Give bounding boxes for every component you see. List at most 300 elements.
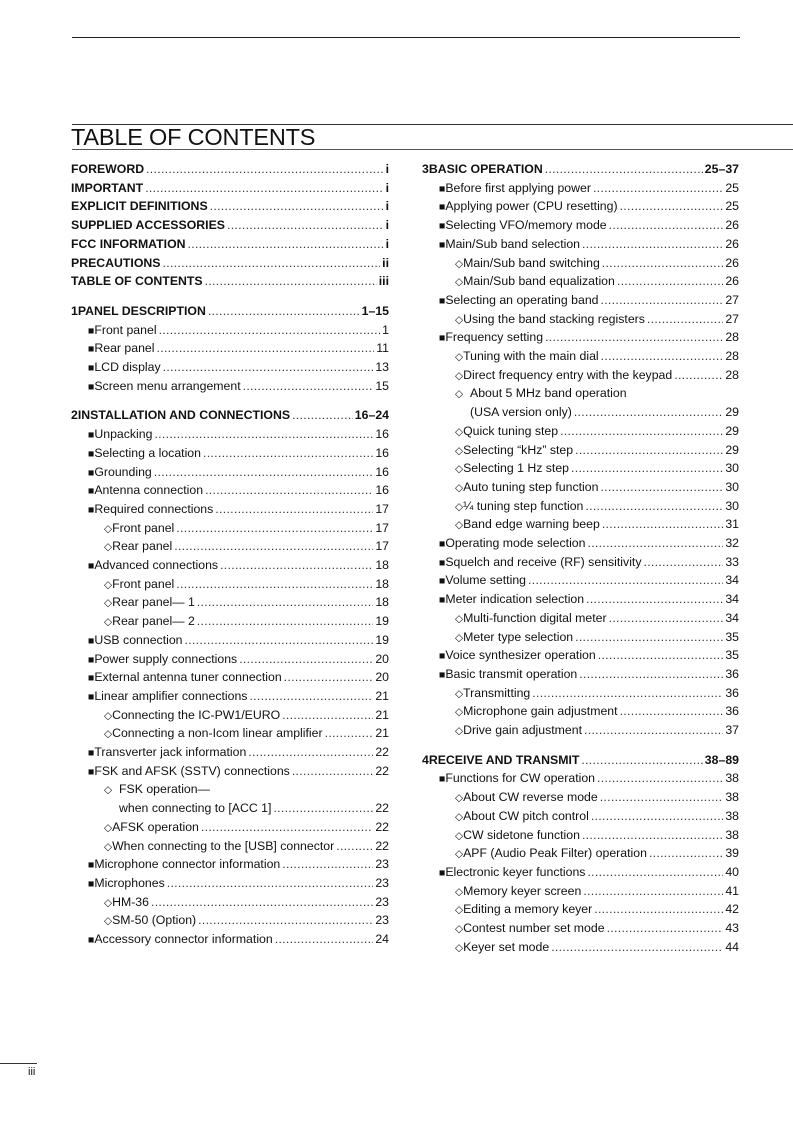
toc-entry[interactable] (71, 500, 389, 518)
dot-leader (210, 197, 384, 215)
toc-entry-page: 37 (725, 723, 739, 737)
dot-leader (325, 724, 374, 742)
dot-leader (249, 687, 373, 705)
square-bullet-icon: ■ (88, 429, 95, 442)
toc-entry-page: 19 (375, 614, 389, 629)
dot-leader (584, 721, 723, 739)
dot-leader (602, 254, 724, 272)
toc-entry[interactable] (71, 254, 389, 272)
toc-entry-page: 23 (375, 875, 389, 890)
toc-entry-label: CW sidetone function (463, 827, 580, 842)
toc-entry[interactable] (71, 593, 389, 611)
toc-entry[interactable] (71, 743, 389, 761)
square-bullet-icon: ■ (88, 634, 95, 647)
diamond-bullet-icon: ◇ (455, 904, 464, 917)
toc-entry-label: Volume setting (445, 573, 527, 588)
toc-entry-page: ii (382, 255, 389, 270)
toc-entry[interactable] (71, 762, 389, 780)
dot-leader (157, 339, 375, 357)
toc-entry[interactable] (71, 272, 389, 290)
toc-entry[interactable] (71, 706, 389, 724)
toc-entry-label: Memory keyer screen (463, 883, 582, 898)
toc-entry[interactable] (422, 197, 739, 215)
dot-leader (609, 216, 724, 234)
toc-entry-label: Antenna connection (94, 483, 204, 498)
diamond-bullet-icon: ◇ (104, 840, 113, 853)
toc-entry-page: 16 (375, 445, 389, 460)
toc-entry[interactable] (71, 650, 389, 668)
toc-entry-label: Quick tuning step (463, 423, 559, 438)
dot-leader (582, 826, 723, 844)
toc-entry[interactable] (71, 321, 389, 339)
dot-leader (220, 556, 373, 574)
diamond-bullet-icon: ◇ (104, 728, 113, 741)
toc-entry-page: 34 (725, 592, 739, 607)
toc-entry-page: 34 (725, 610, 739, 625)
toc-entry-label: When connecting to the [USB] connector (112, 838, 335, 853)
section-number: 4 (422, 752, 429, 767)
square-bullet-icon: ■ (439, 575, 446, 588)
toc-entry-page: 27 (725, 292, 739, 307)
toc-entry[interactable] (422, 272, 739, 290)
toc-entry-label: Contest number set mode (463, 921, 605, 935)
toc-entry[interactable] (422, 534, 739, 552)
dot-leader (582, 235, 723, 253)
toc-entry-page: 36 (725, 666, 739, 681)
toc-entry-label: Selecting “kHz” step (463, 442, 574, 457)
dot-leader (239, 650, 373, 668)
toc-entry[interactable] (422, 310, 739, 328)
toc-entry[interactable] (422, 254, 739, 272)
toc-entry-page: 29 (725, 423, 739, 438)
toc-entry-page: 20 (375, 651, 389, 666)
toc-entry-label: PANEL DESCRIPTION (77, 303, 206, 318)
square-bullet-icon: ■ (88, 653, 95, 666)
dot-leader (617, 272, 723, 290)
toc-entry-page: 17 (375, 501, 389, 516)
toc-entry-page: 30 (725, 461, 739, 476)
dot-leader (203, 444, 373, 462)
toc-entry-label: Meter indication selection (445, 592, 585, 607)
dot-leader (545, 328, 723, 346)
dot-leader (243, 377, 374, 395)
toc-entry[interactable] (422, 646, 739, 664)
toc-entry-page: 26 (725, 218, 739, 233)
toc-entry-label: Selecting VFO/memory mode (445, 218, 607, 233)
toc-entry-page: 35 (725, 648, 739, 663)
dot-leader (205, 481, 373, 499)
toc-entry[interactable] (422, 384, 739, 402)
toc-entry[interactable] (422, 441, 739, 459)
diamond-bullet-icon: ◇ (455, 388, 464, 401)
toc-entry[interactable] (422, 571, 739, 589)
toc-entry-page: 41 (725, 883, 739, 898)
toc-entry-page: 38 (725, 808, 739, 823)
toc-entry-label: About CW reverse mode (463, 790, 598, 805)
toc-entry-label: Advanced connections (94, 558, 219, 572)
toc-entry[interactable] (71, 463, 389, 481)
toc-entry-page: i (385, 162, 389, 176)
square-bullet-icon: ■ (88, 503, 95, 516)
toc-entry[interactable] (422, 291, 739, 309)
toc-entry[interactable] (71, 893, 389, 911)
toc-entry-label: Unpacking (94, 427, 153, 442)
dot-leader (602, 515, 723, 533)
toc-entry-page: 36 (725, 704, 739, 719)
toc-entry-page: 29 (725, 405, 739, 420)
dot-leader (649, 844, 723, 862)
toc-entry[interactable] (422, 179, 739, 197)
dot-leader (159, 321, 381, 339)
square-bullet-icon: ■ (439, 650, 446, 663)
dot-leader (620, 197, 724, 215)
toc-entry-label: FOREWORD (71, 162, 145, 176)
toc-entry[interactable] (422, 938, 739, 956)
toc-entry-label: Front panel (94, 322, 157, 337)
toc-entry-page: 22 (375, 745, 389, 759)
toc-entry-page: 38 (725, 771, 739, 786)
toc-entry-page: 23 (375, 857, 389, 872)
dot-leader (205, 272, 377, 290)
dot-leader (248, 743, 373, 761)
square-bullet-icon: ■ (439, 238, 446, 251)
toc-entry-label: AFSK operation (112, 819, 199, 834)
square-bullet-icon: ■ (88, 485, 95, 498)
toc-entry[interactable] (71, 575, 389, 593)
toc-entry-label: Voice synthesizer operation (445, 648, 596, 663)
diamond-bullet-icon: ◇ (455, 848, 464, 861)
toc-entry-page: 21 (375, 726, 389, 741)
toc-entry-page: 26 (725, 274, 739, 289)
diamond-bullet-icon: ◇ (455, 829, 464, 842)
toc-entry-label: Main/Sub band selection (445, 236, 581, 251)
toc-entry[interactable] (422, 919, 739, 937)
toc-entry[interactable] (71, 377, 389, 395)
dot-leader (185, 631, 374, 649)
toc-entry[interactable] (422, 160, 739, 178)
diamond-bullet-icon: ◇ (455, 941, 464, 954)
toc-entry[interactable] (422, 459, 739, 477)
toc-entry-page: 28 (725, 349, 739, 363)
toc-entry[interactable] (422, 497, 739, 515)
toc-entry[interactable] (71, 406, 389, 424)
toc-entry[interactable] (422, 216, 739, 234)
toc-entry[interactable] (71, 358, 389, 376)
toc-entry[interactable] (71, 160, 389, 178)
dot-leader (609, 609, 724, 627)
diamond-bullet-icon: ◇ (455, 792, 464, 805)
toc-entry[interactable] (422, 422, 739, 440)
square-bullet-icon: ■ (439, 201, 446, 214)
toc-entry-page: 21 (375, 688, 389, 703)
toc-entry-label: Direct frequency entry with the keypad (463, 367, 673, 382)
square-bullet-icon: ■ (88, 466, 95, 479)
toc-entry[interactable] (71, 339, 389, 357)
toc-entry-label: Frequency setting (445, 330, 544, 345)
dot-leader (600, 788, 724, 806)
dot-leader (575, 628, 723, 646)
toc-entry[interactable] (422, 844, 739, 862)
dot-leader (188, 235, 384, 253)
toc-entry[interactable] (71, 302, 389, 320)
toc-entry-label: External antenna tuner connection (94, 670, 282, 685)
toc-entry-label: BASIC OPERATION (428, 162, 543, 176)
square-bullet-icon: ■ (88, 324, 95, 337)
dot-leader (227, 216, 384, 234)
toc-entry-page: 23 (375, 913, 389, 928)
toc-entry[interactable] (71, 179, 389, 197)
toc-entry[interactable] (71, 818, 389, 836)
square-bullet-icon: ■ (439, 220, 446, 233)
toc-entry[interactable] (422, 900, 739, 918)
section-number: 3 (422, 162, 429, 176)
toc-entry-page: 19 (375, 632, 389, 647)
toc-entry[interactable] (422, 769, 739, 787)
toc-entry-page: 16 (375, 427, 389, 442)
toc-entry[interactable] (71, 668, 389, 686)
toc-entry-label: FSK and AFSK (SSTV) connections (94, 763, 290, 778)
toc-entry[interactable] (422, 826, 739, 844)
toc-entry-label: Microphones (94, 875, 165, 890)
toc-entry[interactable] (422, 553, 739, 571)
toc-entry[interactable] (71, 799, 389, 817)
toc-entry-page: i (385, 236, 389, 251)
toc-entry-page: 30 (725, 479, 739, 494)
diamond-bullet-icon: ◇ (104, 709, 113, 722)
toc-entry-label: Applying power (CPU resetting) (445, 199, 618, 214)
square-bullet-icon: ■ (439, 332, 446, 345)
toc-entry-label: Functions for CW operation (445, 771, 596, 786)
square-bullet-icon: ■ (88, 877, 95, 890)
toc-entry-label: Using the band stacking registers (463, 311, 645, 326)
toc-entry[interactable] (422, 702, 739, 720)
diamond-bullet-icon: ◇ (104, 896, 113, 909)
toc-entry[interactable] (71, 444, 389, 462)
toc-entry-page: 42 (725, 902, 739, 917)
toc-entry-page: 17 (375, 520, 389, 535)
toc-entry-page: 1–15 (361, 303, 389, 318)
toc-entry-label: Tuning with the main dial (463, 349, 599, 363)
toc-entry-page: 38 (725, 790, 739, 805)
dot-leader (581, 751, 702, 769)
toc-entry[interactable] (422, 235, 739, 253)
toc-entry-label: Operating mode selection (445, 536, 586, 550)
toc-entry-label: Band edge warning beep (463, 517, 600, 532)
square-bullet-icon: ■ (88, 934, 95, 946)
toc-entry[interactable] (422, 751, 739, 769)
diamond-bullet-icon: ◇ (455, 463, 464, 476)
toc-entry[interactable] (71, 519, 389, 537)
toc-entry-page: 16 (375, 464, 389, 479)
toc-entry[interactable] (422, 366, 739, 384)
diamond-bullet-icon: ◇ (104, 616, 113, 629)
toc-entry[interactable] (71, 874, 389, 892)
page-number: iii (28, 1066, 36, 1078)
toc-entry-label: RECEIVE AND TRANSMIT (428, 752, 580, 767)
toc-entry[interactable] (422, 721, 739, 739)
toc-entry[interactable] (422, 478, 739, 496)
toc-entry-page: 22 (375, 801, 389, 816)
dot-leader (273, 799, 373, 817)
dot-leader (151, 893, 373, 911)
toc-entry-label: Rear panel (112, 539, 173, 554)
toc-entry[interactable] (71, 425, 389, 443)
diamond-bullet-icon: ◇ (455, 725, 464, 737)
toc-entry-page: 24 (375, 932, 389, 946)
toc-entry[interactable] (71, 235, 389, 253)
dot-leader (282, 706, 373, 724)
toc-entry[interactable] (422, 515, 739, 533)
toc-entry-page: 23 (375, 894, 389, 909)
toc-entry-page: 26 (725, 236, 739, 251)
dot-leader (607, 919, 724, 937)
dot-leader (601, 347, 724, 365)
toc-entry-label: Keyer set mode (463, 939, 550, 954)
square-bullet-icon: ■ (88, 447, 95, 460)
toc-entry-label: Connecting a non-Icom linear amplifier (112, 726, 323, 741)
toc-entry[interactable] (422, 665, 739, 683)
toc-entry-page: i (385, 199, 389, 214)
toc-entry[interactable] (71, 631, 389, 649)
dot-leader (571, 459, 723, 477)
toc-entry-page: 38–89 (704, 752, 739, 767)
toc-entry[interactable] (71, 687, 389, 705)
toc-entry[interactable] (422, 863, 739, 881)
toc-entry[interactable] (422, 328, 739, 346)
toc-entry-label: HM-36 (112, 894, 149, 909)
dot-leader (215, 500, 373, 518)
dot-leader (197, 593, 374, 611)
toc-entry-page: 28 (725, 330, 739, 345)
toc-entry-label: Connecting the IC-PW1/EURO (112, 707, 281, 722)
toc-entry-label: Basic transmit operation (445, 666, 578, 681)
toc-entry-label: Rear panel (94, 341, 155, 356)
toc-entry-page: 17 (375, 539, 389, 554)
diamond-bullet-icon: ◇ (455, 425, 464, 438)
toc-entry[interactable] (71, 855, 389, 873)
toc-entry-page: 22 (375, 763, 389, 778)
section-number: 1 (71, 303, 78, 318)
toc-entry[interactable] (71, 930, 389, 948)
toc-entry[interactable] (71, 724, 389, 742)
dot-leader (154, 463, 374, 481)
toc-entry[interactable] (71, 481, 389, 499)
toc-entry[interactable] (422, 807, 739, 825)
toc-entry[interactable] (71, 911, 389, 929)
toc-entry[interactable] (422, 403, 739, 421)
dot-leader (282, 855, 373, 873)
toc-entry-page: 39 (725, 846, 739, 861)
toc-entry-page: 43 (725, 921, 739, 935)
toc-entry-label: Required connections (94, 501, 214, 516)
toc-entry[interactable] (422, 788, 739, 806)
toc-entry[interactable] (422, 628, 739, 646)
toc-entry-label: Microphone connector information (94, 857, 281, 872)
dot-leader (597, 769, 723, 787)
toc-entry-label: (USA version only) (470, 405, 572, 420)
toc-entry-page: 15 (375, 378, 389, 393)
toc-entry[interactable] (71, 216, 389, 234)
square-bullet-icon: ■ (439, 773, 446, 786)
toc-entry-page: 18 (375, 558, 389, 572)
square-bullet-icon: ■ (439, 538, 446, 550)
toc-entry[interactable] (71, 197, 389, 215)
toc-entry[interactable] (71, 612, 389, 630)
dot-leader (594, 900, 723, 918)
dot-leader (591, 807, 723, 825)
diamond-bullet-icon: ◇ (455, 481, 464, 494)
toc-entry-page: i (385, 180, 389, 195)
toc-entry-label: Front panel (112, 576, 175, 591)
toc-entry-label: Auto tuning step function (463, 479, 599, 494)
diamond-bullet-icon: ◇ (104, 522, 113, 535)
dot-leader (176, 519, 373, 537)
toc-entry[interactable] (422, 609, 739, 627)
toc-entry-label: About CW pitch control (463, 808, 589, 823)
diamond-bullet-icon: ◇ (455, 351, 464, 363)
toc-entry-label: FSK operation— (119, 782, 210, 797)
toc-entry-label: ¼ tuning step function (463, 498, 584, 513)
dot-leader (528, 571, 723, 589)
dot-leader (587, 534, 723, 552)
toc-entry[interactable] (422, 882, 739, 900)
toc-entry-label: Selecting a location (94, 445, 201, 460)
dot-leader (587, 863, 723, 881)
toc-entry[interactable] (71, 837, 389, 855)
toc-entry-label: FCC INFORMATION (71, 236, 186, 251)
diamond-bullet-icon: ◇ (455, 687, 464, 700)
diamond-bullet-icon: ◇ (455, 631, 464, 644)
toc-entry[interactable] (71, 537, 389, 555)
dot-leader (201, 818, 373, 836)
toc-entry[interactable] (71, 556, 389, 574)
square-bullet-icon: ■ (88, 690, 95, 703)
square-bullet-icon: ■ (88, 672, 95, 685)
toc-entry[interactable] (422, 590, 739, 608)
toc-entry-page: 34 (725, 573, 739, 588)
toc-entry-label: Drive gain adjustment (463, 723, 583, 737)
dot-leader (593, 179, 723, 197)
toc-entry-label: EXPLICIT DEFINITIONS (71, 199, 208, 214)
toc-entry-page: 31 (725, 517, 739, 532)
toc-entry-page: 16–24 (354, 408, 389, 423)
square-bullet-icon: ■ (439, 294, 446, 307)
square-bullet-icon: ■ (439, 182, 446, 195)
dot-leader (176, 575, 373, 593)
toc-entry-label: SUPPLIED ACCESSORIES (71, 218, 225, 233)
toc-entry-label: Rear panel— 1 (112, 595, 195, 610)
square-bullet-icon: ■ (88, 343, 95, 356)
toc-entry-page: i (385, 218, 389, 233)
toc-entry[interactable] (71, 780, 389, 798)
diamond-bullet-icon: ◇ (455, 444, 464, 457)
dot-leader (146, 160, 383, 178)
square-bullet-icon: ■ (439, 668, 446, 681)
toc-entry-label: TABLE OF CONTENTS (71, 274, 203, 289)
toc-entry[interactable] (422, 347, 739, 365)
dot-leader (560, 422, 723, 440)
toc-entry-label: Transmitting (463, 685, 531, 700)
dot-leader (174, 537, 373, 555)
toc-entry-page: 13 (375, 360, 389, 374)
toc-entry-label: USB connection (94, 632, 183, 647)
square-bullet-icon: ■ (88, 380, 95, 393)
diamond-bullet-icon: ◇ (104, 597, 113, 610)
toc-entry[interactable] (422, 684, 739, 702)
toc-entry-page: 38 (725, 827, 739, 842)
toc-entry-page: 30 (725, 498, 739, 513)
toc-entry-label: APF (Audio Peak Filter) operation (463, 846, 647, 861)
